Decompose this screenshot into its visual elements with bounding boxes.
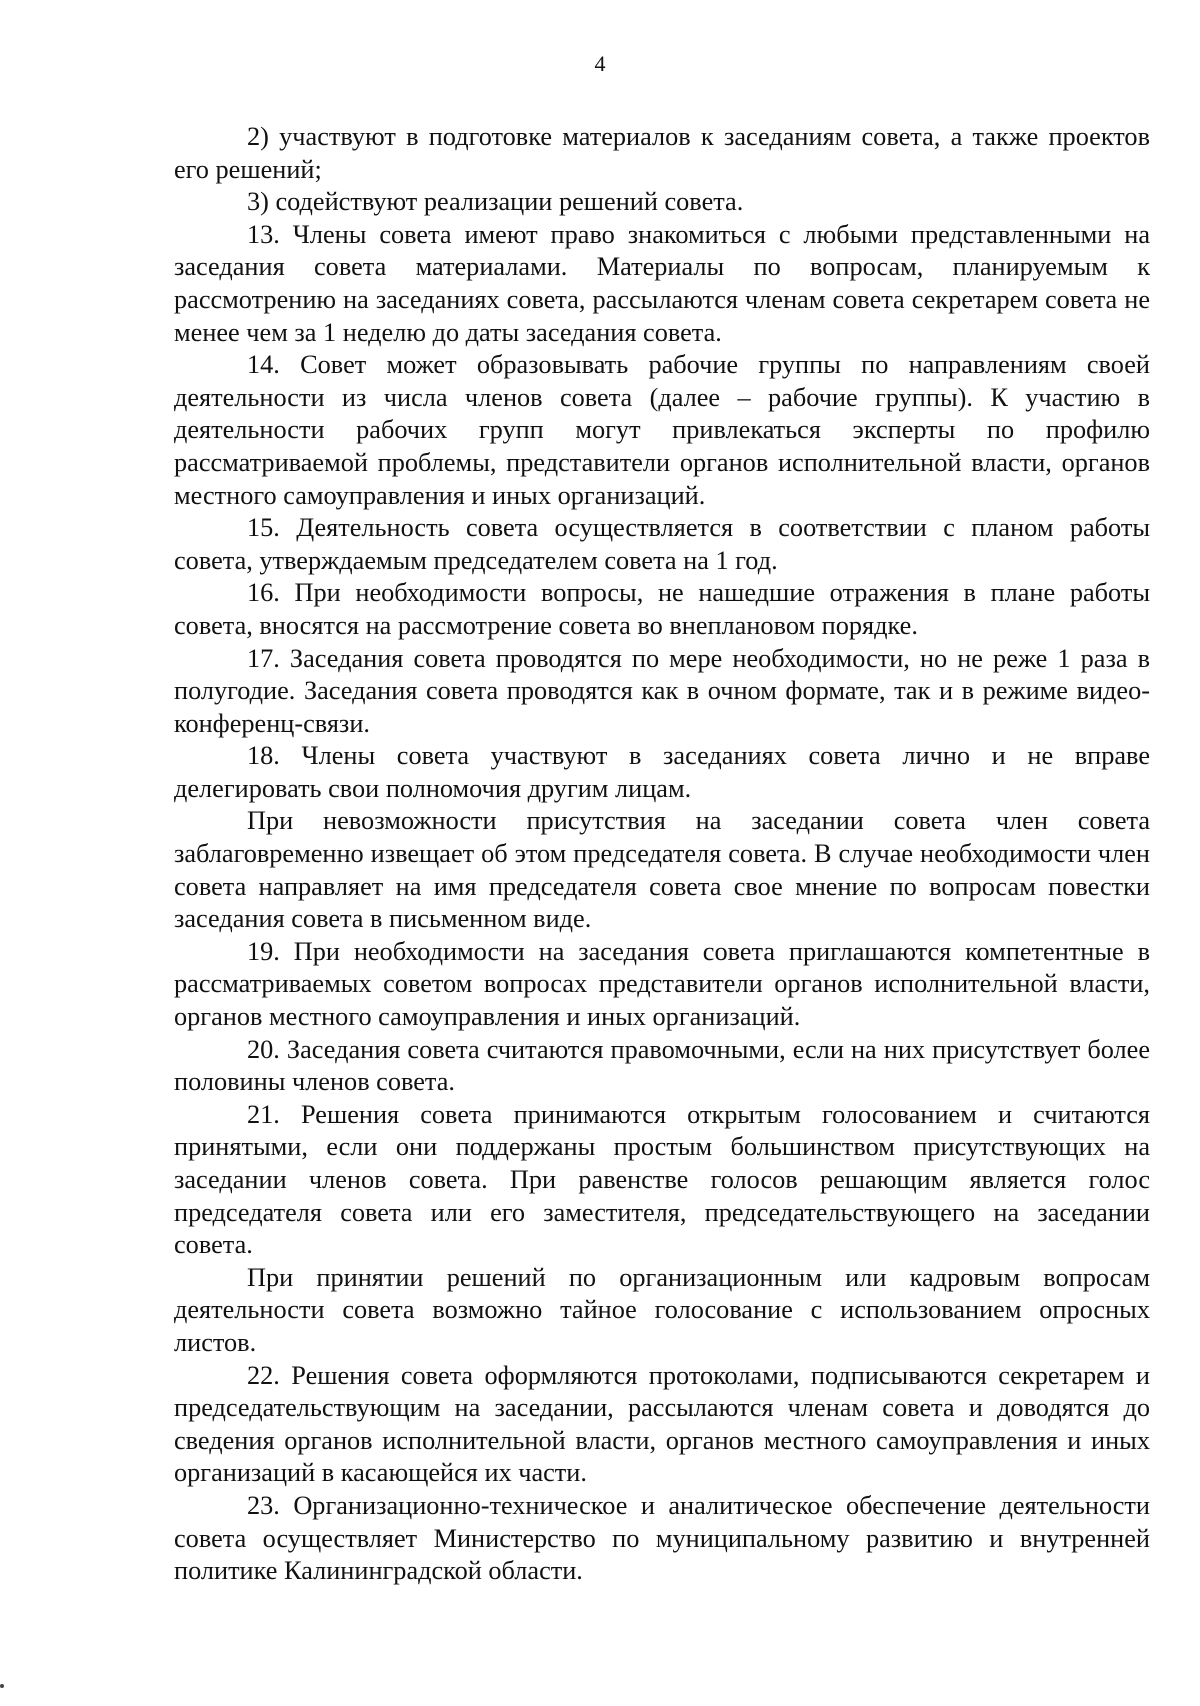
paragraph-item-3: 3) содействуют реализации решений совета.: [247, 187, 744, 217]
paragraph-18-continued: При невозможности присутствия на заседании совета член совета заблаговременно извещает об этом председателя совета. В случае необходимости член совета направляет на имя председателя совета свое мнение по вопросам повестки заседания совета в письменном виде.: [174, 806, 1150, 934]
paragraph-19: 19. При необходимости на заседания совета приглашаются компетентные в рассматриваемых советом вопросах представители органов исполнительной власти, органов местного самоуправления и иных организаций.: [174, 936, 1150, 1032]
document-body: [174, 121, 1150, 1588]
paragraph-21-continued: При принятии решений по организационным или кадровым вопросам деятельности совета возможно тайное голосование с использованием опросных листов.: [174, 1262, 1150, 1357]
paragraph-20: 20. Заседания совета считаются правомочными, если на них присутствует более половины членов совета.: [174, 1034, 1150, 1097]
paragraph-22: 22. Решения совета оформляются протоколами, подписываются секретарем и председательствующим на заседании, рассылаются членам совета и доводятся до сведения органов исполнительной власти, органов местного самоуправления и иных организаций в касающейся их части.: [174, 1360, 1150, 1488]
paragraph-14: 14. Совет может образовывать рабочие группы по направлениям своей деятельности из числа членов совета (далее – рабочие группы). К участию в деятельности рабочих групп могут привлекаться эксперты по профилю рассматриваемой проблемы, представители органов исполнительной власти, органов местного самоуправления и иных организаций.: [174, 350, 1150, 510]
paragraph-23: 23. Организационно-техническое и аналитическое обеспечение деятельности совета осуществляет Министерство по муниципальному развитию и внутренней политике Калининградской области.: [174, 1490, 1150, 1586]
paragraph-15: 15. Деятельность совета осуществляется в соответствии с планом работы совета, утверждаемым председателем совета на 1 год.: [174, 513, 1150, 575]
paragraph-13: 13. Члены совета имеют право знакомиться с любыми представленными на заседания совета материалами. Материалы по вопросам, планируемым к рассмотрению на заседаниях совета, рассылаются членам совета секретарем совета не менее чем за 1 неделю до даты заседания совета.: [174, 219, 1150, 347]
paragraph-17: 17. Заседания совета проводятся по мере необходимости, но не реже 1 раза в полугодие. Заседания совета проводятся как в очном формате, так и в режиме видео-конференц-связи.: [174, 643, 1150, 738]
paragraph-item-2: 2) участвуют в подготовке материалов к заседаниям совета, а также проектов его решений;: [174, 122, 1150, 184]
scan-artifact-mark: [0, 1684, 4, 1688]
paragraph-18: 18. Члены совета участвуют в заседаниях совета лично и не вправе делегировать свои полномочия другим лицам.: [174, 741, 1150, 803]
page-number: 4: [594, 51, 606, 76]
paragraph-16: 16. При необходимости вопросы, не нашедшие отражения в плане работы совета, вносятся на рассмотрение совета во внеплановом порядке.: [174, 578, 1150, 640]
paragraph-21: 21. Решения совета принимаются открытым голосованием и считаются принятыми, если они поддержаны простым большинством присутствующих на заседании членов совета. При равенстве голосов решающим является голос председателя совета или его заместителя, председательствующего на заседании совета.: [174, 1099, 1150, 1260]
